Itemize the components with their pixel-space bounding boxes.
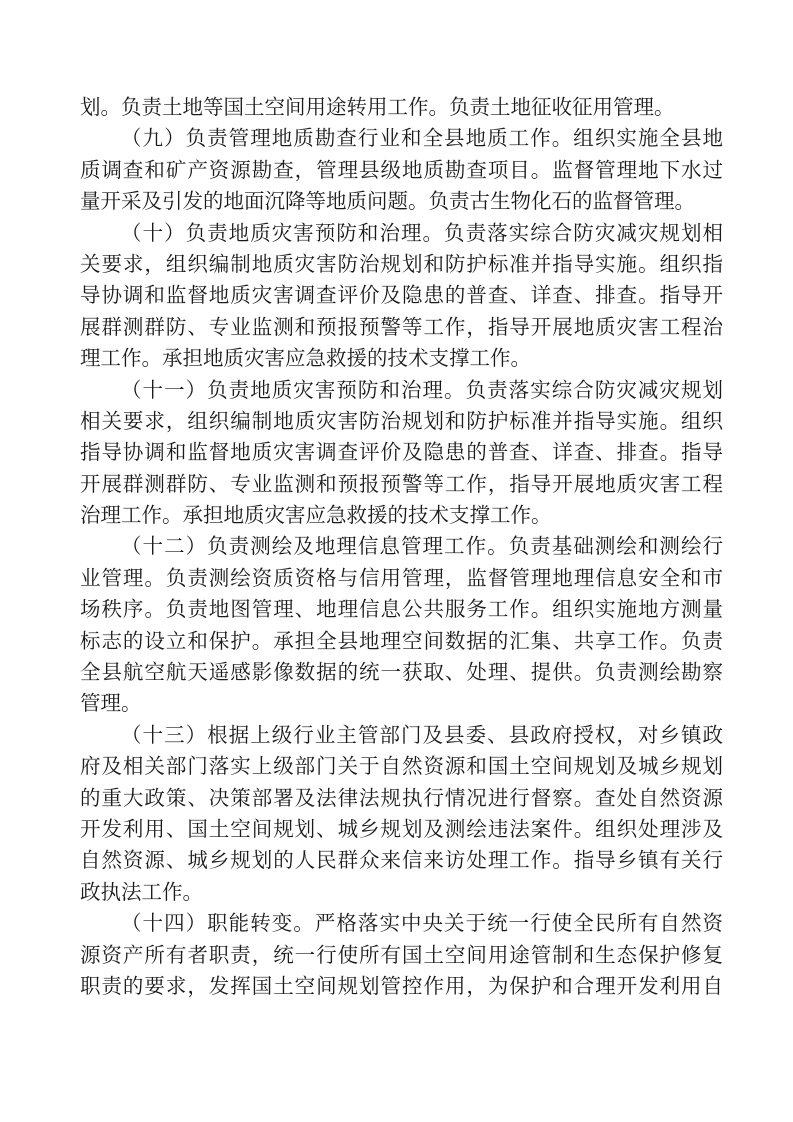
text-line: 源资产所有者职责，统一行使所有国土空间用途管制和生态保护修复 (80, 942, 723, 967)
text-line: 开展群测群防、专业监测和预报预警等工作，指导开展地质灾害工程 (80, 471, 723, 496)
text-line: （九）负责管理地质勘查行业和全县地质工作。组织实施全县地 (121, 126, 723, 151)
text-line: 管理。 (80, 691, 142, 716)
text-line: 标志的设立和保护。承担全县地理空间数据的汇集、共享工作。负责 (80, 628, 723, 653)
text-line: 量开采及引发的地面沉降等地质问题。负责古生物化石的监督管理。 (80, 189, 695, 214)
text-line: （十四）职能转变。严格落实中央关于统一行使全民所有自然资 (121, 911, 723, 936)
body-text (80, 92, 723, 1002)
text-line: 职责的要求，发挥国土空间规划管控作用，为保护和合理开发利用自 (80, 973, 723, 998)
text-line: 府及相关部门落实上级部门关于自然资源和国土空间规划及城乡规划 (80, 754, 723, 779)
text-line: 开发利用、国土空间规划、城乡规划及测绘违法案件。组织处理涉及 (80, 816, 723, 841)
text-line: 划。负责土地等国土空间用途转用工作。负责土地征收征用管理。 (80, 95, 675, 119)
text-line: （十三）根据上级行业主管部门及县委、县政府授权，对乡镇政 (121, 722, 723, 747)
text-line: 关要求，组织编制地质灾害防治规划和防护标准并指导实施。组织指 (80, 251, 723, 276)
text-line: 全县航空航天遥感影像数据的统一获取、处理、提供。负责测绘勘察 (80, 660, 723, 685)
text-line: （十二）负责测绘及地理信息管理工作。负责基础测绘和测绘行 (121, 534, 723, 559)
text-line: 业管理。负责测绘资质资格与信用管理，监督管理地理信息安全和市 (80, 565, 723, 590)
text-line: 治理工作。承担地质灾害应急救援的技术支撑工作。 (80, 503, 552, 528)
text-line: 场秩序。负责地图管理、地理信息公共服务工作。组织实施地方测量 (80, 597, 723, 622)
text-line: 质调查和矿产资源勘查，管理县级地质勘查项目。监督管理地下水过 (80, 157, 723, 182)
text-line: （十一）负责地质灾害预防和治理。负责落实综合防灾减灾规划 (121, 377, 723, 402)
text-line: 相关要求，组织编制地质灾害防治规划和防护标准并指导实施。组织 (80, 408, 723, 433)
text-line: 自然资源、城乡规划的人民群众来信来访处理工作。指导乡镇有关行 (80, 848, 723, 873)
text-line: 指导协调和监督地质灾害调查评价及隐患的普查、详查、排查。指导 (80, 440, 723, 465)
text-line: 理工作。承担地质灾害应急救援的技术支撑工作。 (80, 346, 531, 371)
text-line: 展群测群防、专业监测和预报预警等工作，指导开展地质灾害工程治 (80, 314, 723, 339)
text-line: （十）负责地质灾害预防和治理。负责落实综合防灾减灾规划相 (121, 220, 723, 245)
text-line: 导协调和监督地质灾害调查评价及隐患的普查、详查、排查。指导开 (80, 283, 723, 308)
text-line: 政执法工作。 (80, 879, 203, 904)
text-line: 的重大政策、决策部署及法律法规执行情况进行督察。查处自然资源 (80, 785, 723, 810)
